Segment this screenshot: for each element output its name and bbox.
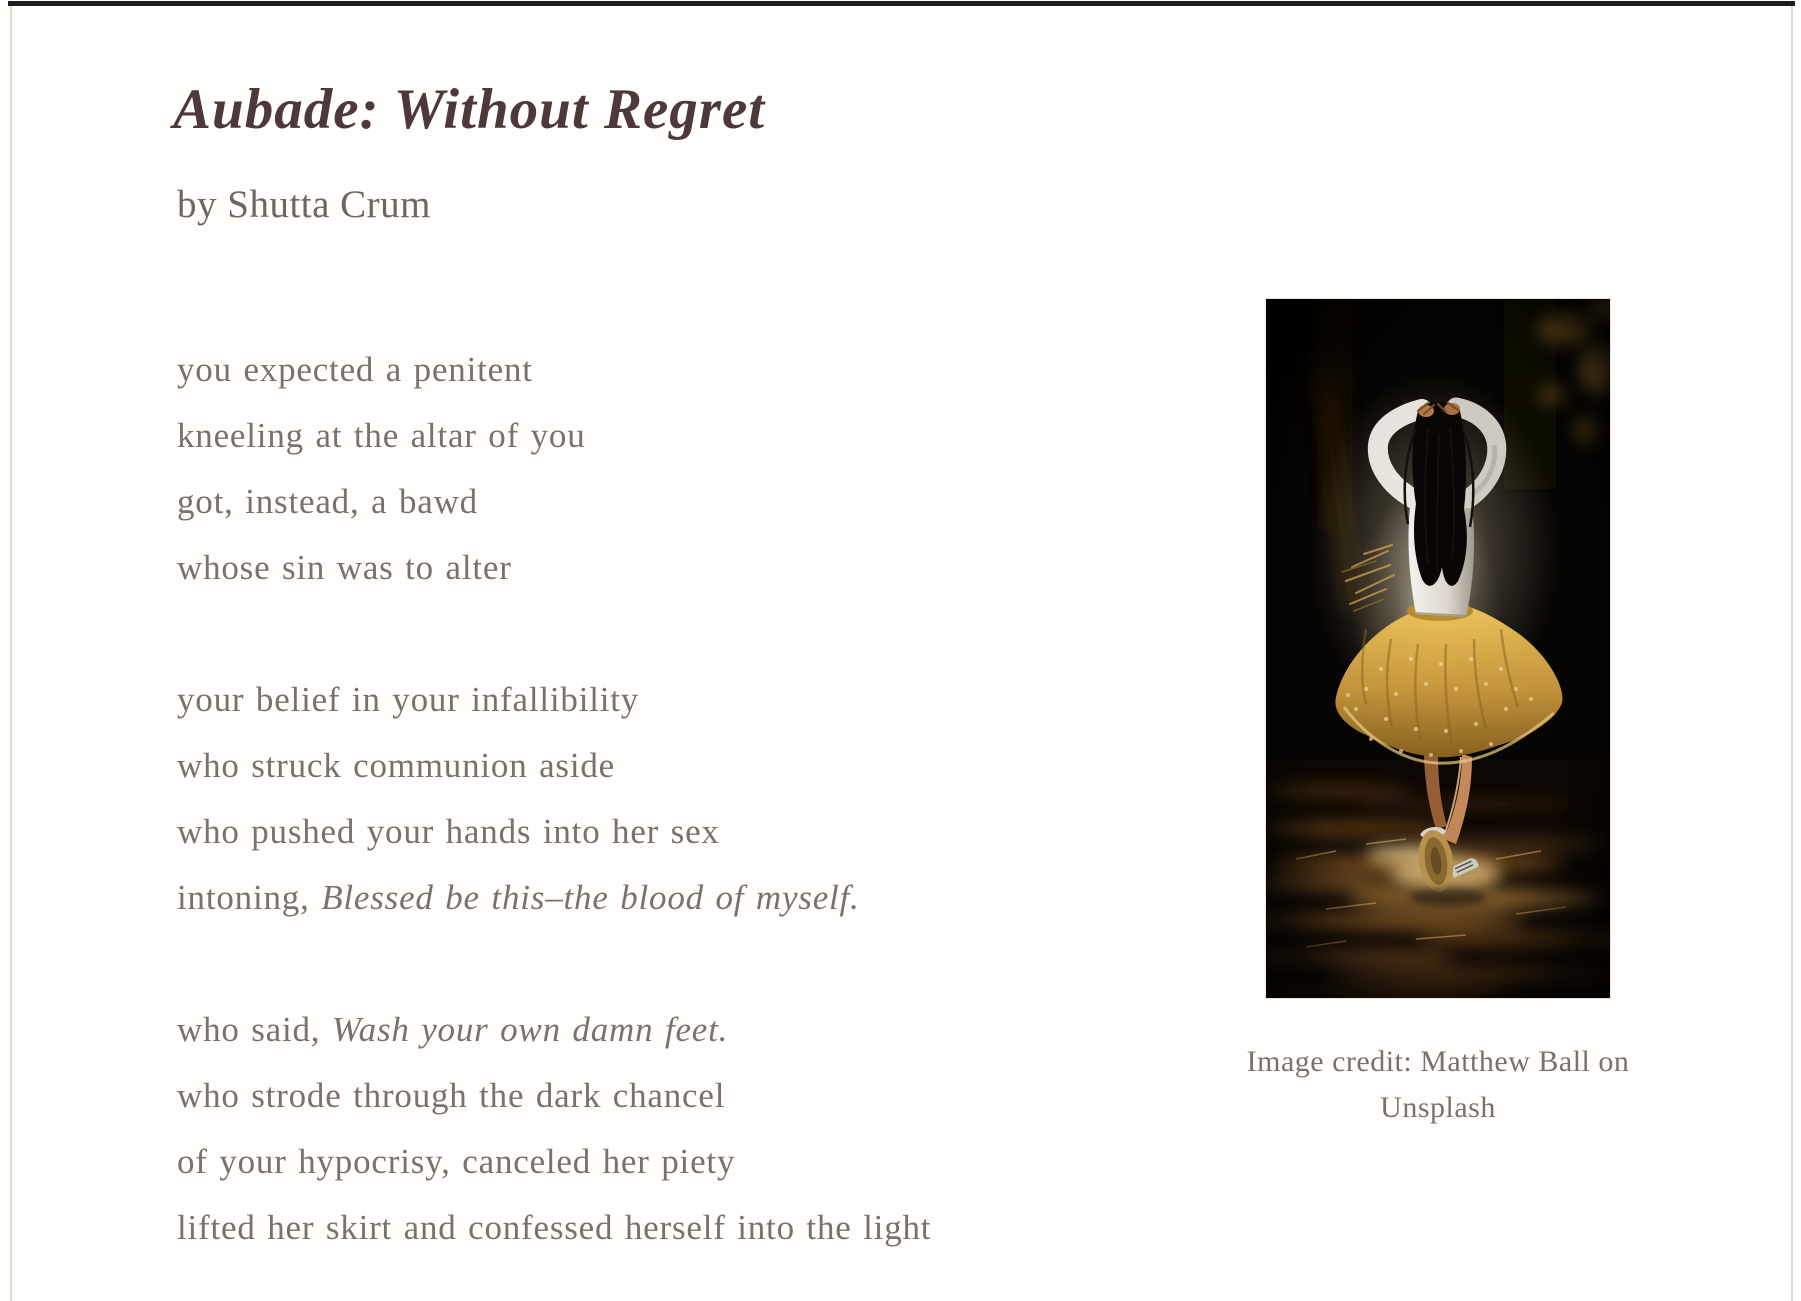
poem-line: got, instead, a bawd — [177, 482, 478, 521]
poem-line: your belief in your infallibility — [177, 680, 640, 719]
image-credit-line-1: Image credit: Matthew Ball on — [1246, 1045, 1630, 1078]
poem-photo — [1266, 299, 1610, 998]
forest-girl-illustration — [1266, 299, 1610, 998]
poem-line: of your hypocrisy, canceled her piety — [177, 1142, 736, 1181]
poem-line: who struck communion aside — [177, 746, 615, 785]
window-top-edge — [8, 1, 1795, 6]
poem-body — [177, 337, 931, 1261]
page-left-border — [10, 6, 12, 1301]
poem-line: lifted her skirt and confessed herself into the light — [177, 1208, 932, 1247]
poem-line: whose sin was to alter — [177, 548, 512, 587]
poem-line: you expected a penitent — [177, 350, 533, 389]
poem-stanza — [177, 337, 931, 601]
poem-line: who pushed your hands into her sex — [177, 812, 720, 851]
poem-stanza — [177, 997, 931, 1261]
poem-line: who said, Wash your own damn feet. — [177, 1010, 729, 1049]
poem-byline: by Shutta Crum — [177, 183, 432, 226]
poem-line: intoning, Blessed be this–the blood of myself. — [177, 878, 860, 917]
page-right-border — [1791, 6, 1793, 1301]
poem-stanza — [177, 667, 931, 931]
poem-title: Aubade: Without Regret — [173, 78, 766, 142]
image-credit — [1246, 1039, 1630, 1131]
poem-line: kneeling at the altar of you — [177, 416, 586, 455]
image-credit-line-2: Unsplash — [1380, 1091, 1496, 1124]
poem-line: who strode through the dark chancel — [177, 1076, 726, 1115]
